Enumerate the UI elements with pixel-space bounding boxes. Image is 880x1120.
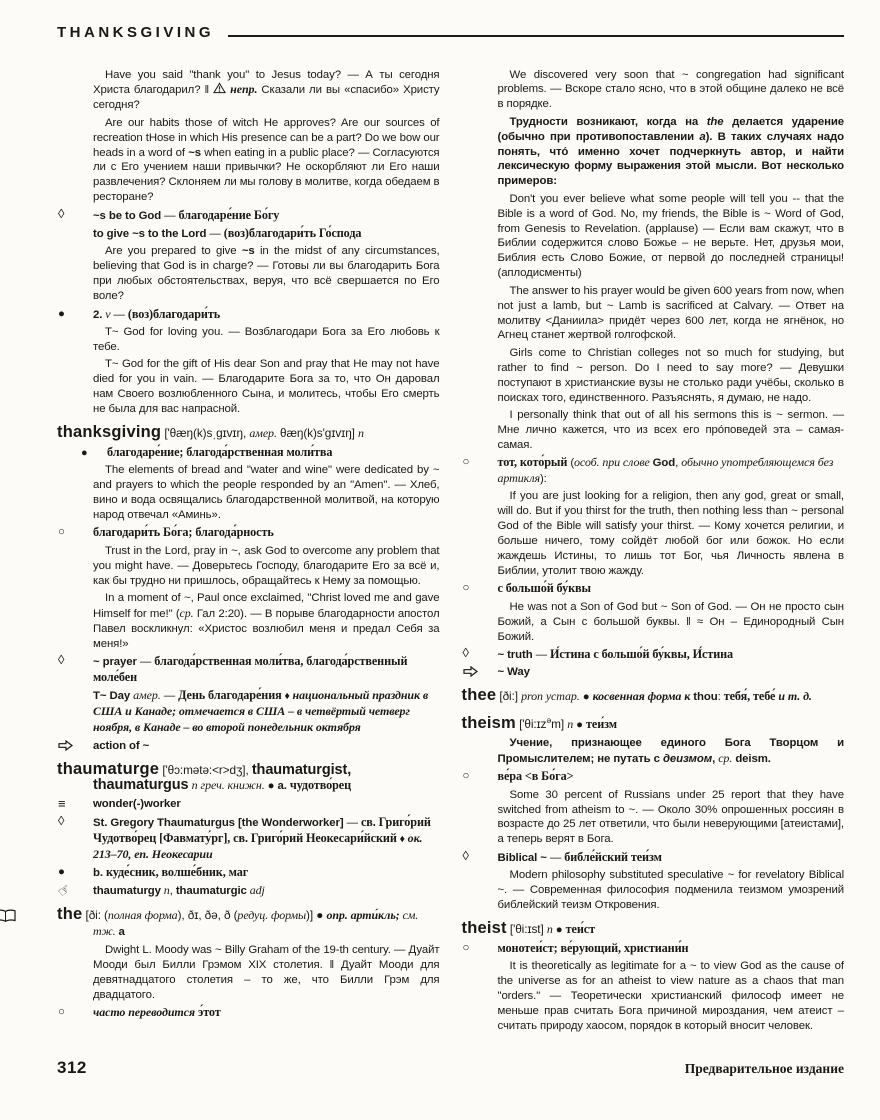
text-run: — [160,690,179,703]
sense-line [57,865,440,881]
block-text [93,885,265,897]
derivatives-line [54,880,440,901]
text-run: — [532,649,550,662]
example-paragraph [57,943,440,1003]
text-run: — [110,308,128,321]
text-run: — [161,209,179,222]
block-text [93,544,440,589]
block-text [93,740,149,752]
entry-headword [462,713,845,733]
text-run: ~s [241,245,255,258]
text-run: a. [277,780,287,793]
warning-triangle-icon [213,84,226,96]
block-text [461,686,812,705]
text-run: обычно употребляющемся без артикля [497,455,834,486]
text-run: [ði: ( [82,908,108,923]
text-run: э́тот [198,1005,221,1020]
text-run: теи́зм [586,717,617,732]
bullet-marker: ● [81,446,88,459]
circle-marker: ○ [58,1006,65,1019]
text-run: ['θæŋ(k)sˌgɪvɪŋ, [161,425,250,440]
text-run: с большо́й бу́квы [497,581,591,596]
header-rule [228,35,844,37]
block-text [93,591,440,652]
block-text [498,457,834,485]
text-run: action of ~ [93,739,150,752]
text-run: a [699,130,706,143]
block-text [93,228,361,240]
example-paragraph [462,284,845,344]
example-paragraph [462,115,845,190]
block-text [498,600,845,645]
xref-arrow-icon [463,665,478,680]
example-paragraph [462,346,845,406]
text-run: — [136,656,155,669]
text-run: (воз)благодари́ть Го́спода [223,226,362,241]
example-paragraph [57,116,440,205]
text-run: св. Григо́рий Чудотво́рец [Фавмату́рг], св. Григо́рий Неокесари́йский [93,814,431,845]
text-run: теи́ст [565,921,595,936]
block-text [93,325,440,355]
text-run: ● [264,780,278,793]
text-run: Girls come to Christian colleges not so much for studying, but rather to find ~ person. Do I need to say more? — Девушки поступают в христианские вузы не столько ради учёбы, сколько в поисках того, единственного. Разъяснять, я думаю, не надо. [497,346,844,404]
running-head: THANKSGIVING [57,24,215,41]
text-columns [0,41,880,1055]
page-number: 312 [57,1058,87,1077]
example-paragraph [57,463,440,523]
example-paragraph [57,357,440,417]
text-run: theism [461,714,516,733]
block-text [93,867,248,879]
text-run: It is theoretically as legitimate for a ~ to view God as the cause of the universe as for an atheist to view nature as a chaos that man "orders." — Теоретически христианский философ имеет не меньше прав считать Бога причиной мироздания, чем атеист – считать природу хаосом, порядок в который вносит человек. [497,960,844,1032]
text-run: n [191,778,198,793]
circle-marker: ○ [462,456,470,469]
text-run: ~s be to God [93,209,162,222]
example-paragraph [462,959,845,1034]
sense-line [462,455,845,487]
text-run: The elements of bread and "water and wine" were dedicated by ~ and prayers to which the people responded by an "Amen". — Хлеб, вино и вода освящались благодарственной молитвой, на которую народ отвечал «Аминь». [93,464,440,521]
text-run: ['θɔ:mətə:<r>dʒ], [159,762,252,777]
idiom-line [57,812,440,863]
text-run: Trust in the Lord, pray in ~, ask God to overcome any problem that you might have. — Доверьтесь Господу, благодарите Его за всё и, как бы трудно ни пришлось, обращайтесь к Нему за помощью. [93,544,440,587]
diamond-marker: ◊ [58,205,65,221]
sense-line [462,941,845,957]
text-run: Dwight L. Moody was ~ Billy Graham of the 19-th century. — Дуайт Мооди был Билли Грэмом XIX столетия. ‖ Дуайт Мооди для девятнадцатого столетия – то же, что Билли Грэм для двадцатого. [93,944,440,1001]
text-run: ), ðɪ, ðə, ð ( [177,908,238,923]
text-run: ♦ [281,690,293,703]
block-text [498,868,845,913]
sense-line [57,1005,440,1021]
example-paragraph [57,68,440,114]
block-text [498,666,530,678]
block-text [93,207,280,222]
block-text [498,583,591,595]
text-run: И́стина с большо́й бу́квы, И́стина [549,647,734,662]
text-run: a [118,926,125,939]
text-run: ~ prayer [93,656,137,669]
text-run: ср. [718,750,733,765]
circle-marker: ○ [58,526,65,539]
text-run: греч. книжн. [200,778,265,793]
derivative-hand-icon: ☞ [54,880,74,901]
block-text [57,759,352,794]
sense-line [57,307,440,323]
text-run: theist [461,918,507,937]
text-run: ● [573,719,587,732]
block-text [497,940,689,955]
block-text [93,814,431,861]
example-paragraph [462,192,845,281]
block-text [498,788,845,848]
text-run: ['θi:ɪz [515,717,547,732]
entry-headword [57,759,440,795]
block-text [93,244,440,304]
text-run: амер. [249,425,277,440]
text-run: n [546,921,553,936]
example-paragraph [57,325,440,355]
text-run: thaumaturge [57,759,160,778]
text-run: библе́йский теи́зм [564,849,662,864]
block-text [461,918,595,937]
text-run: ~ truth [497,649,533,662]
text-run: тот, кото́рый [497,455,568,470]
text-run: благодаре́ние; благода́рственная моли́тва [107,444,333,459]
text-run: чудотво́рец [289,778,352,793]
text-run: и т. д. [778,689,812,704]
text-run: День благодаре́ния [178,688,282,703]
text-run: m] [551,717,568,732]
text-run: T~ Day [93,690,131,703]
entry-headword [57,422,440,442]
block-text [498,736,845,767]
block-text [107,444,333,459]
text-run: (воз)благодари́ть [127,306,221,321]
block-text [93,463,440,523]
block-text [497,849,662,864]
left-column [54,65,440,1055]
text-run: куде́сник, волше́бник, маг [106,865,249,879]
text-run: ок. 213–70, еп. Неокесарии [93,830,423,861]
block-text [498,68,845,113]
sense-line [462,769,845,785]
text-run: ). В таких случаях надо понять, что́ именно хочет подчеркнуть автор, и найти лексическую форму выражения этой мысли. Вот несколько примеров: [497,130,844,188]
text-run: Modern philosophy substituted speculative ~ for revelatory Biblical ~. — Современная философия подменила теизмом умозрений библейский теизм Откровения. [497,869,844,912]
block-text [498,649,734,661]
text-run: часто переводится [93,1005,195,1020]
text-run: T~ God for the gift of His dear Son and pray that He may not have died for you in vain. — Благодарите Бога за то, что Он даровал нам Своего возлюбленного Сына, и молитесь, чтобы Его смерть не была для вас напрасной. [93,358,440,416]
text-run: in the midst of any circumstances, believing that God is in charge? — Готовы ли вы благодарить Бога при любых обстоятельствах, веруя, что всё свершается по Его воле? [93,245,440,303]
text-run: ( [567,457,575,470]
text-run: ● [552,923,566,936]
text-run: I personally think that out of all his sermons this is ~ sermon. — Мне лично кажется, что из всех его про́поведей эта – самая-самая. [497,408,844,451]
text-run: [ði:] [496,689,522,704]
text-run: , [712,752,719,765]
text-run: — [546,851,565,864]
cross-reference-line [57,739,440,754]
text-run: ♦ [396,832,408,845]
block-text [93,68,440,114]
text-run: особ. при слове [574,455,653,470]
text-run: thanksgiving [57,422,162,441]
block-text [498,192,845,281]
text-run: the [57,905,83,924]
diamond-marker: ◊ [462,847,469,863]
idiom-line [57,226,440,242]
text-run: Сказали ли вы «спасибо» Христу сегодня? [93,84,440,112]
text-run: If you are just looking for a religion, then any god, great or small, will do. But if you thirst for the truth, then nothing less than ~ personal God of the Bible will satisfy your thirst. — Кому хочется религии, и больше ничего, тому сойдёт любой бог или божок. Но если жаждешь Истины, то лишь тот Бог, чья Личность явлена в Библии, утолит твою жажду. [497,490,844,577]
text-run: Have you said "thank you" to Jesus today? — А ты сегодня Христа благодарил? ‖ [93,68,440,97]
page-header [0,0,880,41]
example-paragraph [462,68,845,113]
sense-line [57,445,440,461]
text-run: God [652,457,676,470]
text-run: — [343,816,361,829]
text-run: монотеи́ст; ве́рующий, христиани́н [497,940,689,955]
block-text [498,284,845,344]
example-paragraph [57,244,440,304]
entry-headword [462,688,845,705]
xref-arrow-icon [58,739,73,754]
text-run: thaumaturgic [175,885,247,898]
text-run: Трудности возникают, когда на [509,115,707,128]
text-run: ср. [179,605,194,620]
right-column [462,65,845,1055]
block-text [93,943,440,1003]
text-run: благодари́ть Бо́га; благода́рность [93,525,274,540]
idiom-line [462,847,845,866]
text-run: v [102,306,111,321]
text-run: опр. арти́кль; [326,908,400,923]
diamond-marker: ◊ [58,812,65,828]
block-text [93,527,274,539]
text-run: национальный праздник в США и Канаде; отмечается в США – в четвёртый четверг ноября, в Канаде – во второй понедельник октября [93,688,429,735]
text-run: T~ God for loving you. — Возблагодари Бога за Его любовь к тебе. [93,326,440,353]
text-run: He was not a Son of God but ~ Son of God. — Он не просто сын Божий, а Сын с большой буквы. ‖ ≈ Он – Единородный Сын Божий. [497,600,844,643]
text-run: ве́ра <в Бо́га> [497,769,574,784]
text-run: , [675,457,682,470]
text-run: . [767,752,771,765]
text-run: adj [246,883,265,898]
text-run: wonder(-)worker [93,798,181,811]
block-text [498,115,845,190]
entry-headword [57,907,440,940]
block-text [461,714,617,733]
text-run: Don't you ever believe what some people will tell you -- that the Bible is a word of God. No, my friends, the Bible is ~ Word of God, from Genesis to Revelation. (applause) — Если вам скажут, что в Библии содержится слово Божье – не верьте. Нет, друзья мои, Библия есть Слово Божие, от первой до последней страницы! (аплодисменты) [497,192,844,280]
text-run: Гал 2:20). — В порыве благодарности апостол Павел воскликнул: «Христос возлюбил меня и предал Себя за меня!» [93,607,440,650]
text-run: ): [539,473,547,486]
block-text [498,959,845,1034]
text-run: to give ~s to the Lord [93,228,207,241]
text-run: Are our habits those of witch He approves? Are our sources of recreation tHose in which His presence can be a part? Do we bow our heads in a word of [93,116,440,159]
text-run: — [206,228,224,241]
block-text [498,489,845,578]
cross-reference-line [462,665,845,680]
text-run: ['θi:ɪst] [506,921,547,936]
entry-headword [461,918,845,938]
block-text [93,656,407,684]
circle-marker: ○ [462,582,470,595]
text-run: редуц. формы [237,908,307,923]
text-run: ~ Way [497,666,530,679]
idiom-line [462,647,845,663]
idiom-line [57,205,440,224]
example-paragraph [462,868,845,913]
edition-note: Предварительное издание [684,1061,844,1076]
block-text [93,116,440,205]
example-paragraph [462,788,845,848]
text-run: благода́рственная моли́тва, благода́рственный моле́бен [93,654,408,685]
block-text [498,408,845,453]
text-run: см. тж. [93,908,419,939]
circle-marker: ○ [462,941,470,954]
text-run: the [706,115,724,128]
synonym-marker: ≡ [58,796,66,812]
text-run: ~s [188,146,202,159]
circle-marker: ○ [462,770,470,783]
text-run: In a moment of ~, Paul once exclaimed, "Christ loved me and gave Himself for me!" ( [93,592,440,620]
text-run: b. [93,867,103,879]
text-run: Are you prepared to give [105,245,242,258]
text-run: ● [579,691,593,704]
block-text [57,422,364,441]
text-run: The answer to his prayer would be given 600 years from now, when not just a lamb, but ~ Lamb is sacrificed at Calvary. — Ответ на молитву <Даниила> придёт через 600 лет, когда не ягнёнок, но Агнец станет жертвой голгофской. [497,284,844,342]
sense-line [462,581,845,597]
text-run: n [160,883,170,898]
text-run: деизмом [662,752,713,765]
example-paragraph [462,736,845,767]
idiom-line [57,688,440,736]
text-run: n [567,717,574,732]
text-run: ə [546,715,552,726]
text-run: 2. [93,308,103,321]
text-run: )] ● [306,908,327,923]
block-text [498,771,574,783]
text-run: тебя́, тебе́ [723,689,776,704]
idiom-line [57,654,440,686]
text-run: thee [461,686,497,705]
example-paragraph [462,489,845,578]
text-run: We discovered very soon that ~ congregation had significant problems. — Вскоре стало ясно, что в этой общине далеко не всё в порядке. [497,68,844,111]
text-run: deism [735,752,768,765]
example-paragraph [57,544,440,589]
sense-line [57,525,440,541]
text-run: thaumaturgy [93,885,161,898]
block-text [93,1007,221,1019]
page-footer [57,1058,844,1078]
example-paragraph [462,600,845,645]
text-run: делается ударение (обычно при противопоставлении [497,115,845,143]
text-run: Biblical ~ [497,851,547,864]
bullet-marker: ● [58,866,65,878]
text-run: , [169,885,176,898]
block-text [57,905,419,939]
block-text [93,690,428,734]
text-run: полная форма [107,908,178,923]
text-run: : [717,691,724,704]
example-paragraph [462,408,845,453]
synonym-line [57,797,440,812]
block-text [498,346,845,406]
example-paragraph [57,591,440,652]
text-run: косвенная форма к [592,689,691,704]
diamond-marker: ◊ [58,652,65,668]
block-text [93,306,221,321]
text-run: амер. [133,688,161,703]
text-run: St. Gregory [93,816,154,829]
bullet-marker: ● [58,307,65,320]
text-run: Thaumaturgus [the Wonderworker] [153,816,344,829]
text-run: θæŋ(k)s'gɪvɪŋ] [276,425,359,440]
block-text [93,798,181,810]
diamond-marker: ◊ [462,645,469,661]
text-run: when eating in a public place? — Согласуются ли с Его учением наши привычки? Не оскорбляют ли Его наши развлечения? Склоняем ли мы голову в молитве, когда обедаем в ресторане? [93,146,440,204]
block-text [93,357,440,417]
text-run: Some 30 percent of Russians under 25 report that they have switched from atheism to ~. — Около 30% опрошенных россиян в возрасте до 25 лет ответили, что были неверующими [атеистами], а теперь верят в Бога. [497,788,844,846]
text-run: thou [693,691,718,704]
text-run: pron устар. [521,689,580,704]
text-run: Учение, признающее единого Бога Творцом и Промыслителем; не путать с [497,736,844,765]
text-run: thaumaturgist, thaumaturgus [93,761,352,794]
text-run: благодаре́ние Бо́гу [178,207,280,222]
text-run: n [358,425,364,440]
text-run: непр. [226,82,258,97]
